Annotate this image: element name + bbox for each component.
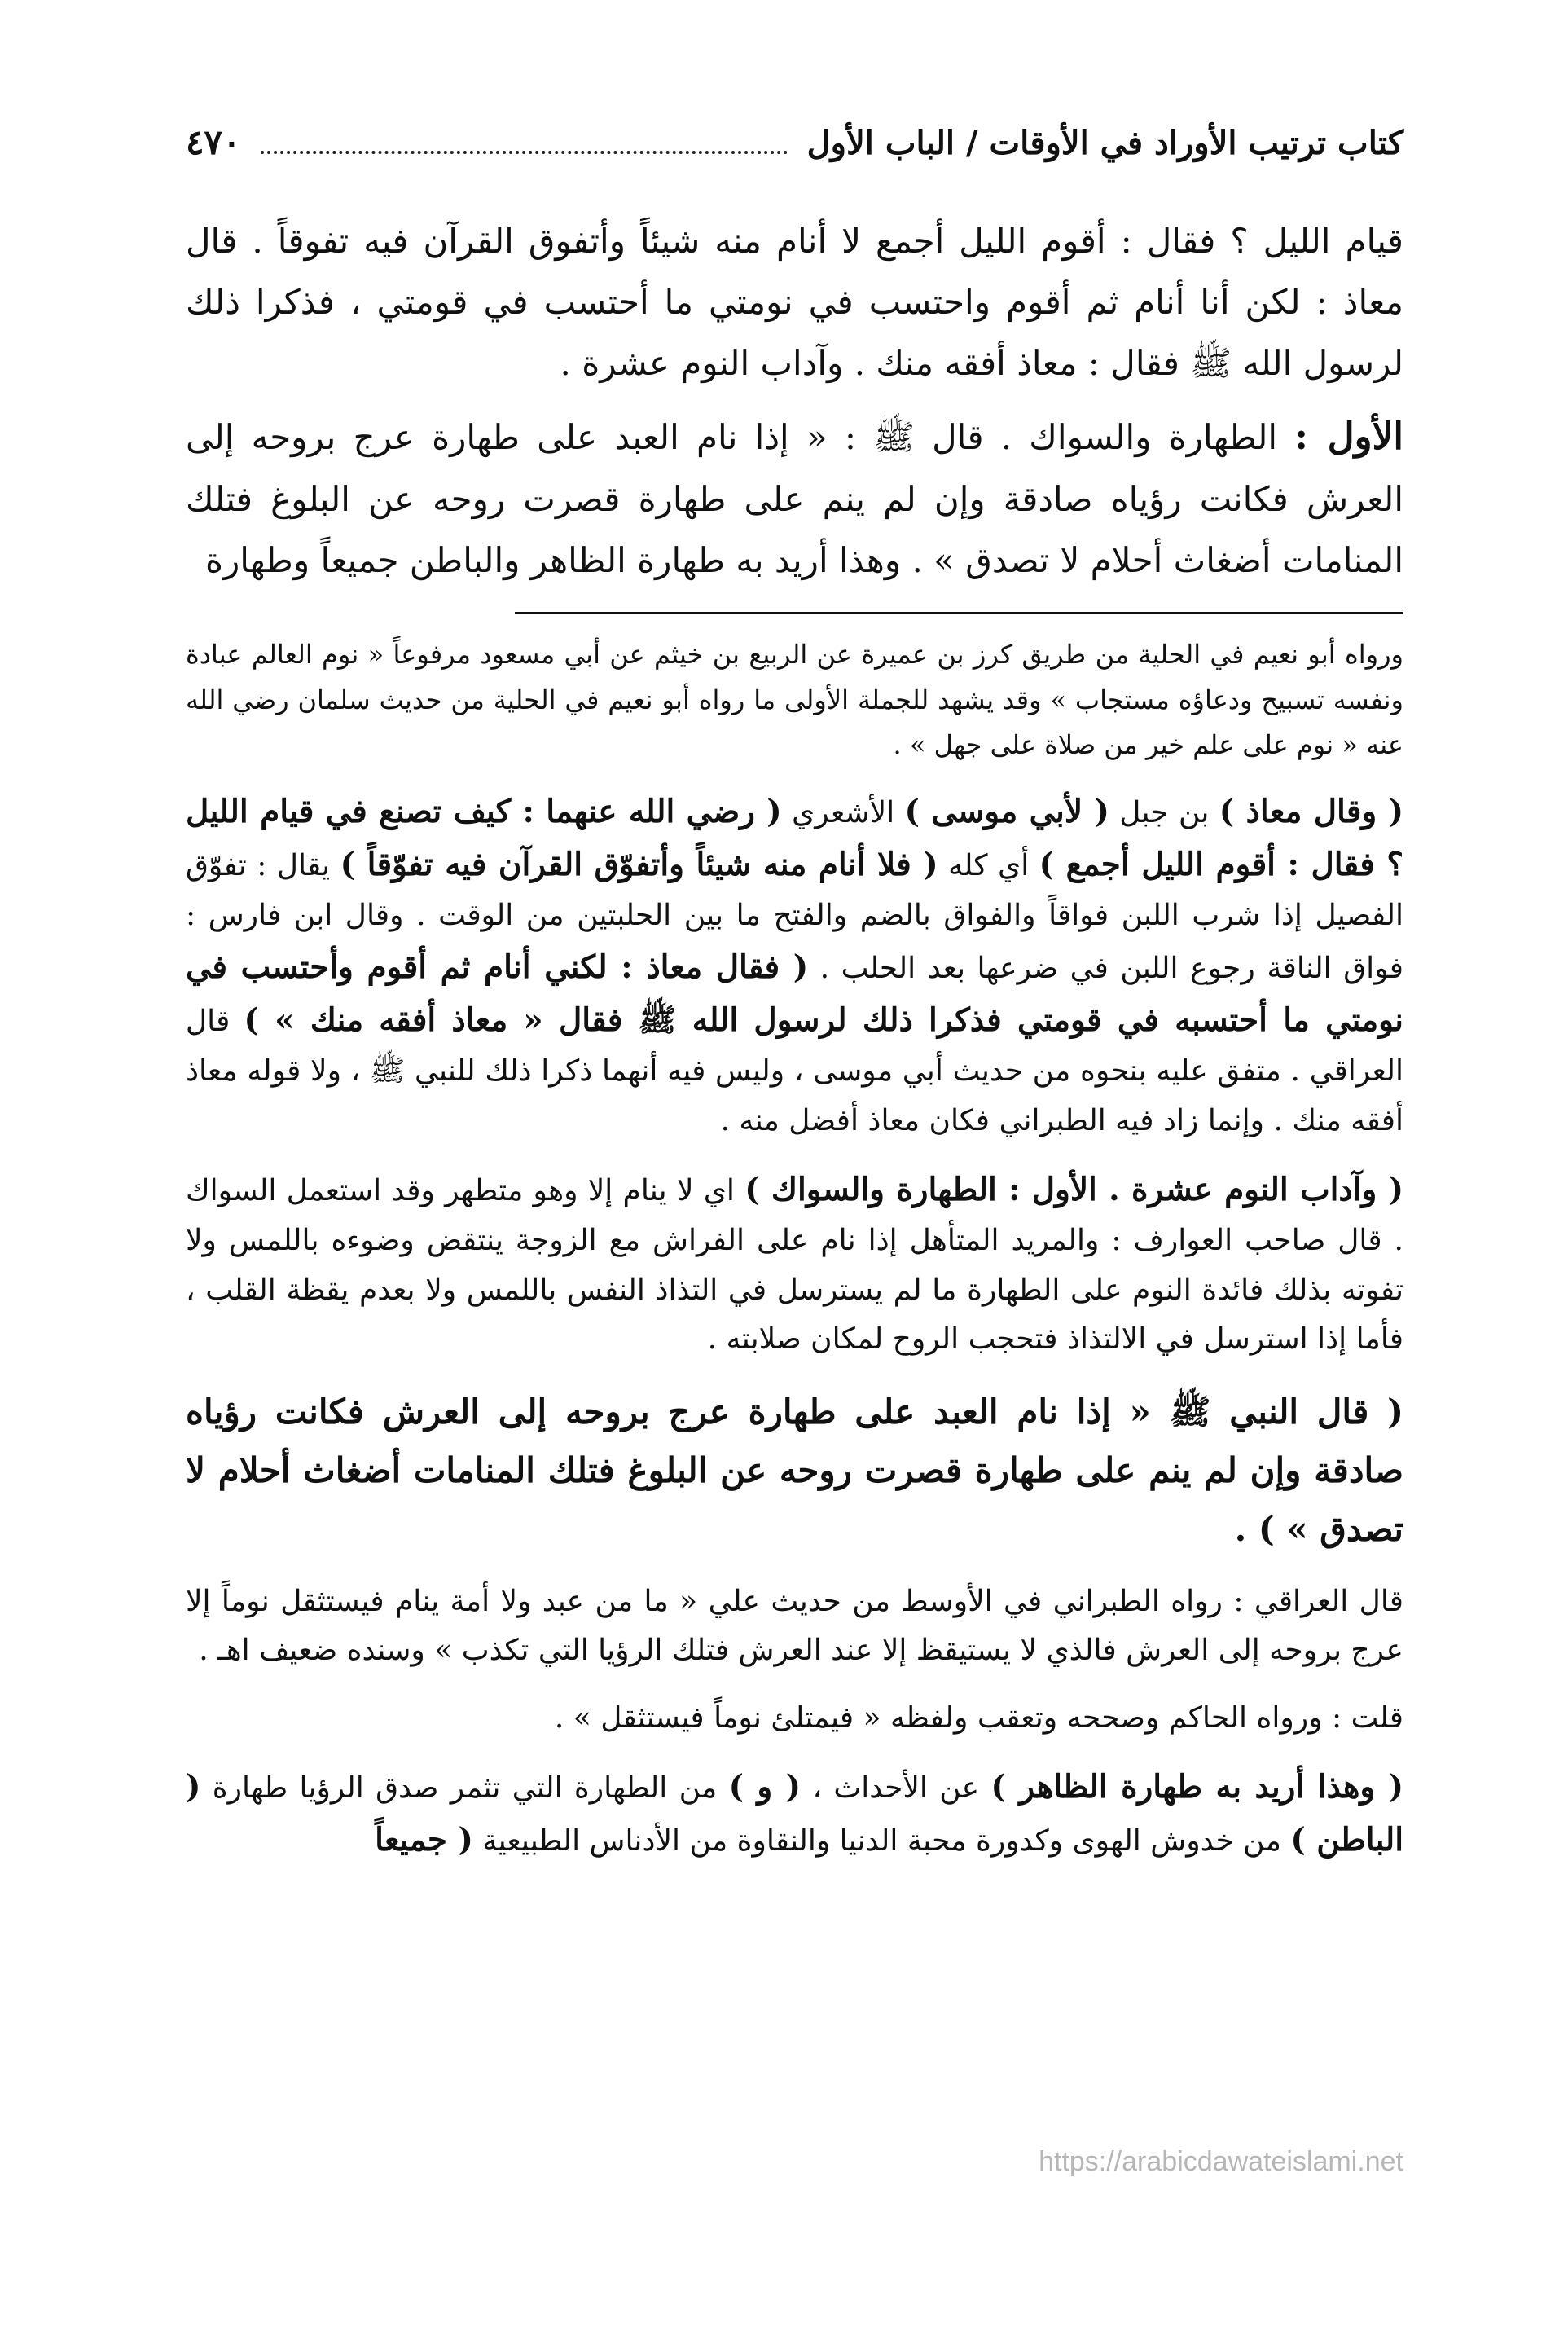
footnote-text: ورواه أبو نعيم في الحلية من طريق كرز بن عميرة عن الربيع بن خيثم عن أبي مسعود مرفوعاً « نوم العالم عبادة ونفسه تسبيح ودعاؤه مستجاب » وقد يشهد للجملة الأولى ما رواه أبو نعيم في الحلية من حديث سلمان رضي الله عنه « نوم على علم خير من صلاة على جهل » . [186,639,1403,760]
quote-bold: ( رضي الله عنهما : كيف تصنع في قيام الليل ؟ فقال : أقوم الليل أجمع ) [186,792,1403,883]
gloss: من خدوش الهوى وكدورة محبة الدنيا والنقاوة من الأدناس الطبيعية [472,1824,1291,1859]
quote-bold: ( فقال معاذ : لكني أنام ثم أقوم وأحتسب في نومتي ما أحتسبه في قومتي فذكرا ذلك لرسول الله ﷺ فقال « معاذ أفقه منك » ) [186,948,1403,1039]
gloss: اي لا ينام إلا وهو متطهر وقد استعمل السواك . قال صاحب العوارف : والمريد المتأهل إذا نام على الفراش مع الزوجة ينتقض وضوءه باللمس ولا تفوته بذلك فائدة النوم على الطهارة ما لم يسترسل في التذاذ النفس باللمس ولا بعدم يقظة القلب ، فأما إذا استرسل في الالتذاذ فتحجب الروح لمكان صلابته . [186,1174,1403,1357]
commentary-section-5: قلت : ورواه الحاكم وصححه وتعقب ولفظه « فيمتلئ نوماً فيستثقل » . [554,1700,1403,1735]
quote-bold: ( الباطن ) [186,1767,1403,1859]
page-number: ٤٧٠ [186,122,241,162]
quote-bold: ( و ) [728,1767,802,1806]
quote-bold: ( فلا أنام منه شيئاً وأتفوّق القرآن فيه تفوّقاً ) [340,845,938,883]
separator-rule [515,612,1403,614]
main-paragraph-2 [186,403,1403,591]
quote-bold: ( جميعاً [375,1821,473,1859]
watermark-url: https://arabicdawateislami.net [1039,2146,1403,2177]
dotted-leader [261,151,788,154]
commentary-section-2 [186,1164,1403,1365]
main-paragraph-2-lead: الأول : [1294,414,1403,459]
main-paragraph-1: قيام الليل ؟ فقال : أقوم الليل أجمع لا أنام منه شيئاً وأتفوق القرآن فيه تفوقاً . قال معاذ : لكن أنا أنام ثم أقوم واحتسب في نومتي ما أحتسب في قومتي ، فذكرا ذلك لرسول الله ﷺ فقال : معاذ أفقه منك . وآداب النوم عشرة . [186,221,1403,383]
commentary-section-4: قال العراقي : رواه الطبراني في الأوسط من حديث علي « ما من عبد ولا أمة ينام فيستثقل نوماً إلا عرج بروحه إلى العرش فالذي لا يستيقظ إلا عند العرش فتلك الرؤيا التي تكذب » وسنده ضعيف اهـ . [186,1584,1403,1668]
gloss: من الطهارة التي تثمر صدق الرؤيا طهارة [200,1771,729,1805]
commentary-section-3: ( قال النبي ﷺ « إذا نام العبد على طهارة عرج بروحه إلى العرش فكانت رؤياه صادقة وإن لم ينم على طهارة قصرت روحه عن البلوغ فتلك المنامات أضغاث أحلام لا تصدق » ) . [186,1391,1403,1550]
gloss: بن جبل [1109,795,1219,829]
gloss: قال العراقي . متفق عليه بنحوه من حديث أبي موسى ، وليس فيه أنهما ذكرا ذلك للنبي ﷺ ، ولا قوله معاذ أفقه منك . وإنما زاد فيه الطبراني فكان معاذ أفضل منه . [186,1004,1403,1137]
running-title: كتاب ترتيب الأوراد في الأوقات / الباب الأول [806,124,1403,162]
running-header [186,122,1403,162]
quote-bold: ( لأبي موسى ) [904,792,1109,830]
quote-bold: ( وهذا أريد به طهارة الظاهر ) [990,1767,1403,1806]
book-page [186,122,1403,1867]
commentary-section-1 [186,785,1403,1146]
gloss: أي كله [938,848,1039,882]
gloss: عن الأحداث ، [801,1771,991,1805]
gloss: الأشعري [781,795,905,829]
main-text [186,211,1403,591]
commentary-section-6 [186,1761,1403,1867]
commentary [186,785,1403,1867]
quote-bold: ( وآداب النوم عشرة . الأول : الطهارة والسواك ) [744,1171,1404,1209]
quote-bold: ( وقال معاذ ) [1219,792,1403,830]
main-paragraph-2-text: الطهارة والسواك . قال ﷺ : « إذا نام العبد على طهارة عرج بروحه إلى العرش فكانت رؤياه صادقة وإن لم ينم على طهارة قصرت روحه عن البلوغ فتلك المنامات أضغاث أحلام لا تصدق » . وهذا أريد به طهارة الظاهر والباطن جميعاً وطهارة [186,417,1403,580]
gloss: يقال : تفوّق الفصيل إذا شرب اللبن فواقاً والفواق بالضم والفتح ما بين الحلبتين من الوقت . وقال ابن فارس : فواق الناقة رجوع اللبن في ضرعها بعد الحلب . [186,848,1403,985]
